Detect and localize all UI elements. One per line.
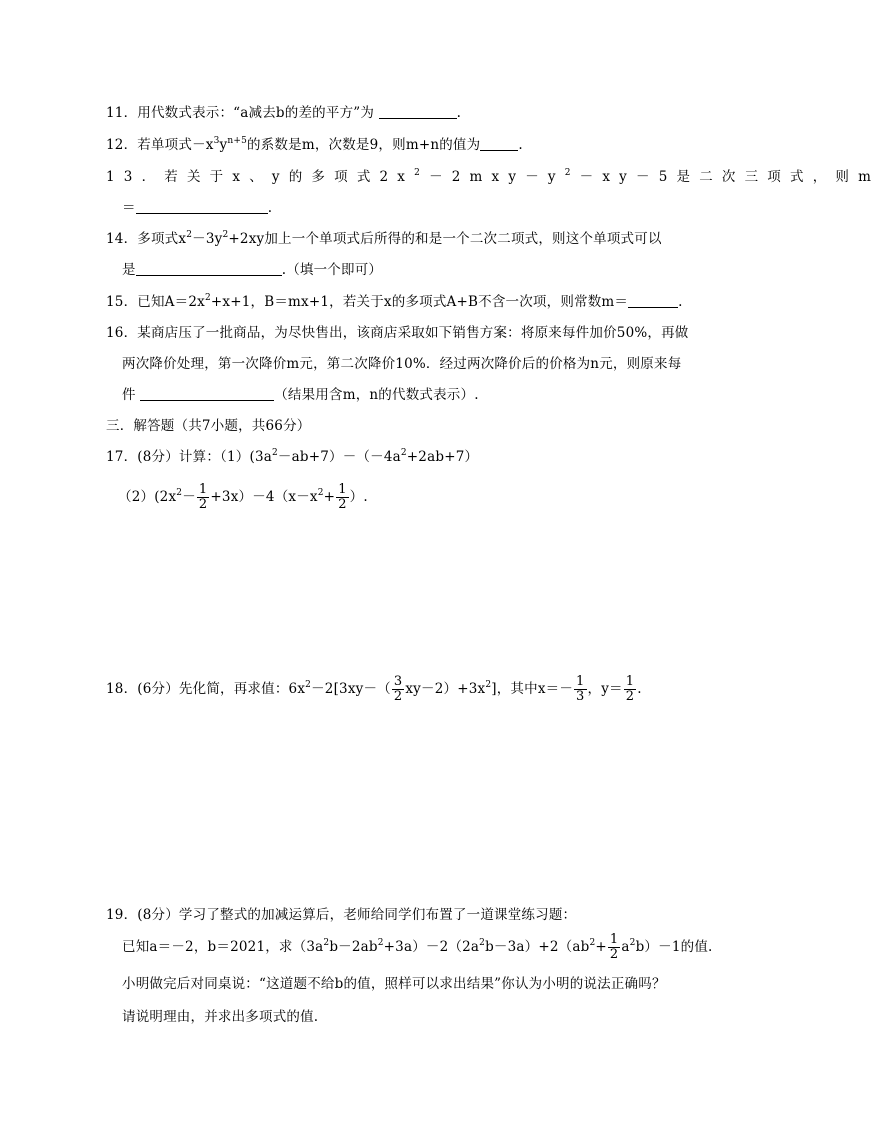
question-14-line-1: 14．多项式$x^2-3y^2+2xy$加上一个单项式后所得的和是一个二次二项式，则这个单项式可以 <box>106 229 662 247</box>
question-19-line-3: 小明做完后对同桌说：“这道题不给b的值，照样可以求出结果”你认为小明的说法正确吗？ <box>122 976 666 992</box>
question-17-line-2: $(2)(2x^2-$ $\frac{1}{2}$ $+3x)-4(x-x^2+$ $\frac{1}{2}$ ）. <box>118 482 368 512</box>
question-19-line-4: 请说明理由，并求出多项式的值. <box>122 1009 319 1025</box>
question-16-line-2: 两次降价处理，第一次降价m元，第二次降价10%．经过两次降价后的价格为n元，则原来每 <box>122 356 682 372</box>
question-14-line-2: 是 .（填一个即可） <box>122 262 383 278</box>
fraction: $\frac{1}{2}$ <box>609 932 619 962</box>
question-19-line-2: 已知a＝－2，b＝2021，求$(3a^2b-2ab^2+3a)-2(2a^2b-3a)+2(ab^2+$ $\frac{1}{2}$ $a^2b)-1$的值. <box>122 932 713 962</box>
fraction: $\frac{1}{3}$ <box>576 674 585 704</box>
question-16-line-1: 16．某商店压了一批商品，为尽快售出，该商店采取如下销售方案：将原来每件加价50%，再做 <box>106 325 689 341</box>
answer-blank <box>140 386 274 401</box>
question-19-line-1: 19．(8分）学习了整式的加减运算后，老师给同学们布置了一道课堂练习题： <box>106 907 577 923</box>
fraction: $\frac{1}{2}$ <box>625 674 635 704</box>
answer-blank <box>136 261 282 276</box>
question-12: 12．若单项式$-x^3y^{n+5}$的系数是m，次数是9，则m+n的值为 . <box>106 135 523 153</box>
question-17-line-1: 17．(8分）计算：$(1)(3a^2-ab+7)-(-4a^2+2ab+7)$ <box>106 447 479 465</box>
question-13-line-2: ＝ . <box>122 200 273 216</box>
section-heading-3: 三．解答题（共7小题，共66分） <box>106 418 311 434</box>
answer-blank <box>480 136 518 151</box>
question-15: 15．已知$A=2x^2+x+1$，B＝mx+1，若关于x的多项式A+B不含一次项，则常数m＝ . <box>106 292 683 310</box>
fraction: $\frac{1}{2}$ <box>198 482 208 512</box>
answer-blank <box>136 199 268 214</box>
question-13-line-1: 13．若关于x、y的多项式$2x^2-2mxy-y^2-xy-5$是二次三项式，则m <box>106 167 880 185</box>
question-11: 11．用代数式表示：“a减去b的差的平方”为 . <box>106 105 462 121</box>
answer-blank <box>628 293 678 308</box>
answer-blank <box>379 104 457 119</box>
fraction: $\frac{3}{2}$ <box>393 674 403 704</box>
question-18: 18．(6分）先化简，再求值：$6x^2-2[3xy-$（ $\frac{3}{2}$ $xy-2)+3x^2$]，其中x＝－ $\frac{1}{3}$ ，y＝ $\frac{1}{2}$ . <box>106 674 642 704</box>
fraction: $\frac{1}{2}$ <box>338 482 347 512</box>
question-16-line-3: 件 （结果用含m，n的代数式表示）. <box>122 387 479 403</box>
